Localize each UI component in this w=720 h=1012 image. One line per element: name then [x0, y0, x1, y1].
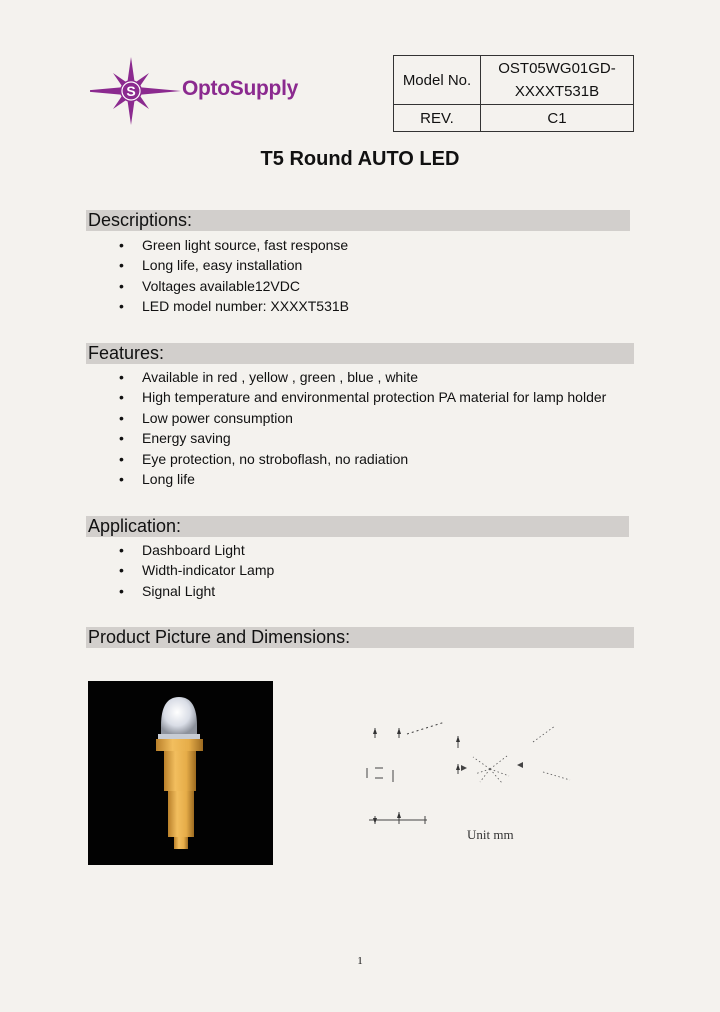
page-number: 1 — [357, 955, 363, 967]
product-heading: Product Picture and Dimensions: — [86, 627, 634, 648]
unit-label: Unit mm — [467, 827, 514, 842]
list-item: • Width-indicator Lamp — [0, 560, 274, 580]
features-heading: Features: — [86, 343, 634, 364]
list-item: • Eye protection, no stroboflash, no radiation — [0, 449, 606, 469]
list-item: • Voltages available12VDC — [0, 276, 349, 296]
page-title: T5 Round AUTO LED — [260, 148, 460, 170]
revision-value: C1 — [481, 105, 634, 132]
application-heading: Application: — [86, 516, 629, 537]
list-item: • Signal Light — [0, 581, 274, 601]
model-info-table — [393, 55, 634, 132]
model-label: Model No. — [394, 56, 481, 105]
led-product-photo — [88, 681, 273, 865]
application-list — [0, 540, 274, 601]
brand-name: OptoSupply — [182, 77, 298, 100]
list-item: • Available in red , yellow , green , blue , white — [0, 367, 606, 387]
descriptions-heading: Descriptions: — [86, 210, 630, 231]
list-item: • LED model number: XXXXT531B — [0, 296, 349, 316]
list-item: • Low power consumption — [0, 408, 606, 428]
list-item: • Energy saving — [0, 428, 606, 448]
t5-led-lamp-icon — [88, 681, 273, 865]
dimension-drawing — [355, 712, 585, 832]
list-item: • Long life, easy installation — [0, 255, 349, 275]
list-item: • Long life — [0, 469, 606, 489]
revision-label: REV. — [394, 105, 481, 132]
model-number-line1: OST05WG01GD- — [498, 60, 616, 77]
model-number-line2: XXXXT531B — [514, 83, 600, 100]
list-item: • Green light source, fast response — [0, 235, 349, 255]
list-item: • Dashboard Light — [0, 540, 274, 560]
logo-letter: S — [126, 83, 136, 99]
list-item: • High temperature and environmental protection PA material for lamp holder — [0, 387, 606, 407]
model-number-cell — [481, 56, 634, 105]
features-list — [0, 367, 606, 489]
descriptions-list — [0, 235, 349, 317]
